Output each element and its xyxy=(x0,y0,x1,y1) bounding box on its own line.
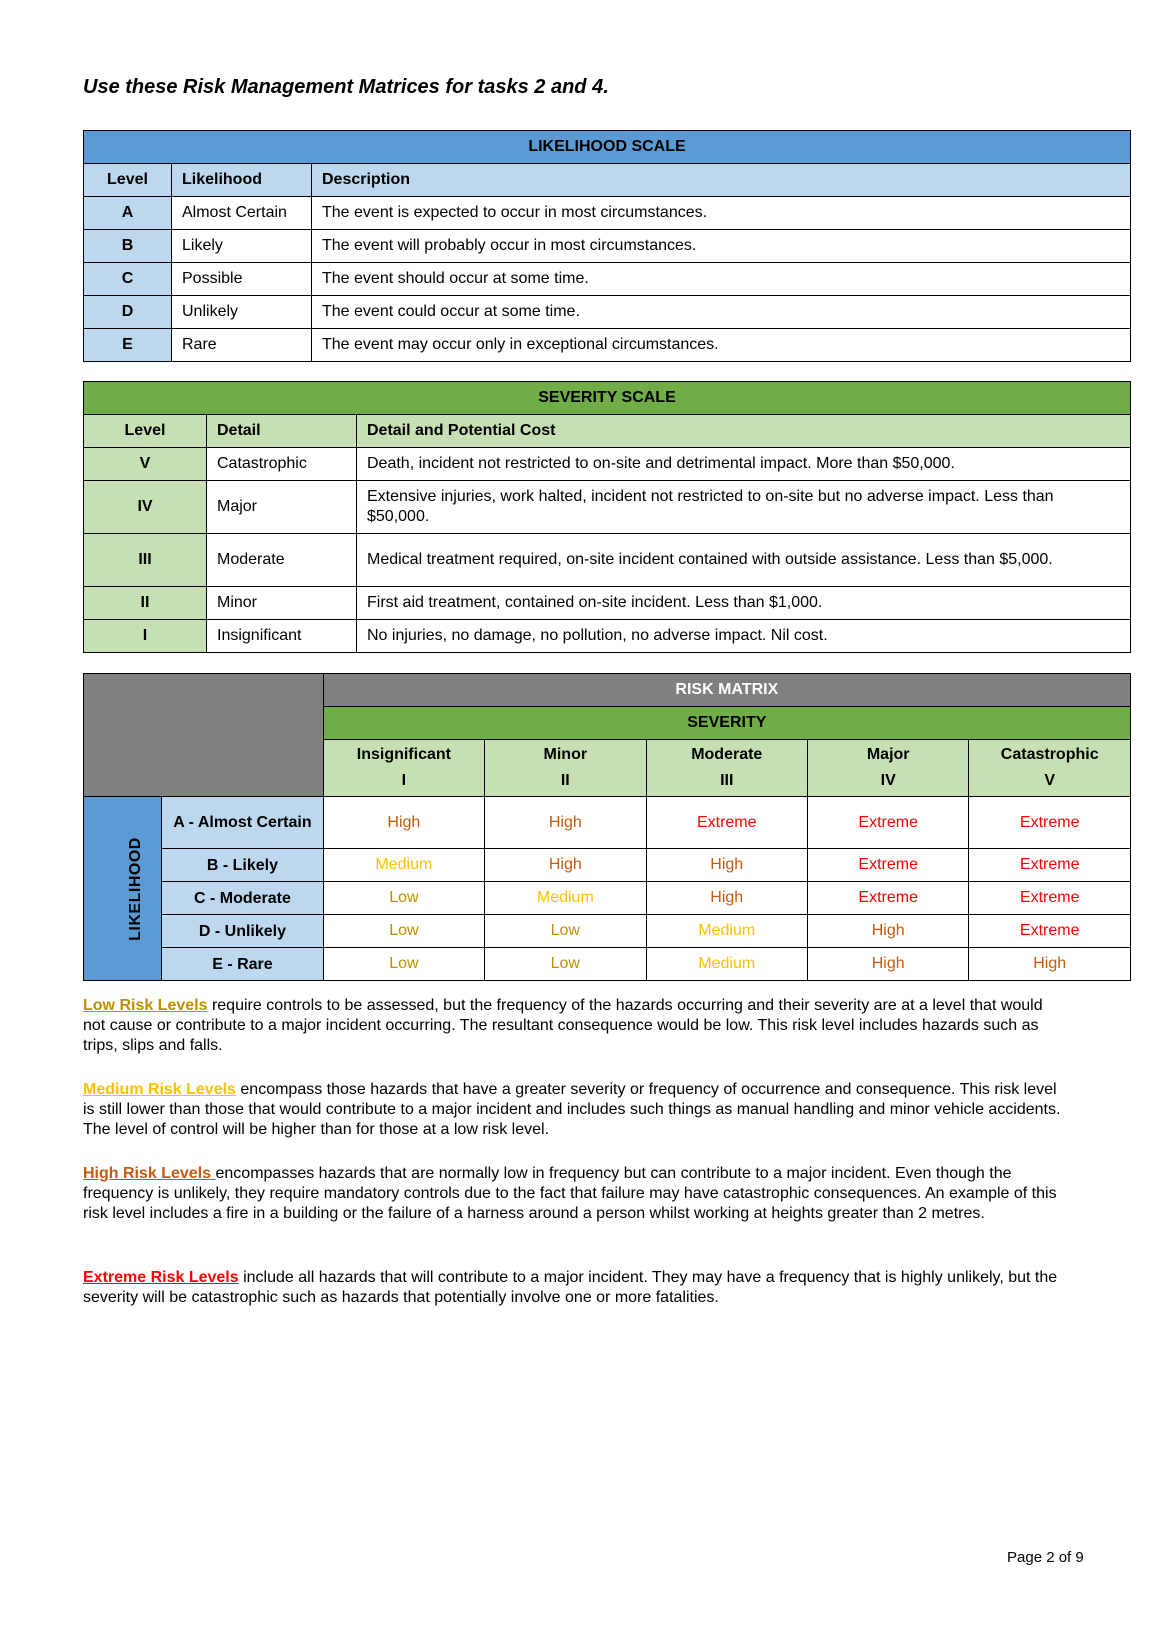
risk-cell: Medium xyxy=(485,882,646,915)
likelihood-level: B xyxy=(84,230,172,263)
risk-cell: Extreme xyxy=(969,882,1131,915)
severity-scale-heading: SEVERITY SCALE xyxy=(84,382,1131,415)
likelihood-row-label: A - Almost Certain xyxy=(162,797,323,849)
risk-cell: Low xyxy=(323,915,484,948)
severity-cost: No injuries, no damage, no pollution, no adverse impact. Nil cost. xyxy=(357,620,1131,653)
risk-cell: Low xyxy=(485,948,646,981)
column-header-detail: Detail xyxy=(207,415,357,448)
table-row xyxy=(84,197,1131,230)
severity-scale-table xyxy=(83,381,1131,653)
likelihood-scale-heading: LIKELIHOOD SCALE xyxy=(84,131,1131,164)
severity-cost: Medical treatment required, on-site incident contained with outside assistance. Less than $5,000. xyxy=(357,534,1131,587)
risk-matrix-heading: RISK MATRIX xyxy=(323,674,1130,707)
severity-detail: Catastrophic xyxy=(207,448,357,481)
page-title: Use these Risk Management Matrices for tasks 2 and 4. xyxy=(83,76,609,98)
risk-cell: Medium xyxy=(323,849,484,882)
extreme-risk-paragraph xyxy=(83,1268,1063,1308)
table-row xyxy=(84,230,1131,263)
severity-level: IV xyxy=(84,481,207,534)
table-row xyxy=(84,915,1131,948)
extreme-risk-text: include all hazards that will contribute to a major incident. They may have a frequency that is highly unlikely, but the severity will be catastrophic such as hazards that potentially involve one or more fatalities. xyxy=(83,1269,1058,1306)
likelihood-description: The event will probably occur in most circumstances. xyxy=(312,230,1131,263)
risk-cell: High xyxy=(646,882,807,915)
likelihood-description: The event is expected to occur in most circumstances. xyxy=(312,197,1131,230)
table-row xyxy=(84,948,1131,981)
high-risk-paragraph xyxy=(83,1164,1063,1224)
column-header-detail-cost: Detail and Potential Cost xyxy=(357,415,1131,448)
likelihood-description: The event could occur at some time. xyxy=(312,296,1131,329)
severity-column-header: Major IV xyxy=(807,740,968,797)
severity-column-header: Catastrophic V xyxy=(969,740,1131,797)
likelihood-name: Almost Certain xyxy=(172,197,312,230)
medium-risk-label: Medium Risk Levels xyxy=(83,1081,236,1098)
risk-cell: Low xyxy=(323,882,484,915)
severity-axis-label: SEVERITY xyxy=(323,707,1130,740)
severity-detail: Minor xyxy=(207,587,357,620)
table-row xyxy=(84,849,1131,882)
risk-cell: Low xyxy=(485,915,646,948)
column-header-description: Description xyxy=(312,164,1131,197)
risk-cell: Medium xyxy=(646,948,807,981)
likelihood-level: E xyxy=(84,329,172,362)
severity-level: III xyxy=(84,534,207,587)
column-header-likelihood: Likelihood xyxy=(172,164,312,197)
likelihood-row-label: E - Rare xyxy=(162,948,323,981)
risk-cell: High xyxy=(807,948,968,981)
risk-cell: Extreme xyxy=(646,797,807,849)
likelihood-axis-label: LIKELIHOOD xyxy=(84,797,162,981)
low-risk-text: require controls to be assessed, but the frequency of the hazards occurring and their severity are at a level that would not cause or contribute to a major incident occurring. The resultant consequence would be low. This risk level includes hazards such as trips, slips and falls. xyxy=(83,997,1043,1054)
column-header-level: Level xyxy=(84,415,207,448)
risk-cell: High xyxy=(807,915,968,948)
risk-cell: Low xyxy=(323,948,484,981)
high-risk-text: encompasses hazards that are normally low in frequency but can contribute to a major incident. Even though the frequency is unlikely, they require mandatory controls due to the fact that failure may have catastrophic consequences. An example of this risk level includes a fire in a building or the failure of a harness around a person whilst working at heights greater than 2 metres. xyxy=(83,1165,1057,1222)
risk-cell: High xyxy=(485,797,646,849)
likelihood-scale-table xyxy=(83,130,1131,362)
severity-column-header: Moderate III xyxy=(646,740,807,797)
likelihood-level: C xyxy=(84,263,172,296)
medium-risk-paragraph xyxy=(83,1080,1063,1140)
likelihood-row-label: D - Unlikely xyxy=(162,915,323,948)
column-header-level: Level xyxy=(84,164,172,197)
table-row xyxy=(84,263,1131,296)
severity-cost: First aid treatment, contained on-site incident. Less than $1,000. xyxy=(357,587,1131,620)
low-risk-label: Low Risk Levels xyxy=(83,997,208,1014)
severity-level: II xyxy=(84,587,207,620)
low-risk-paragraph xyxy=(83,996,1063,1056)
severity-detail: Insignificant xyxy=(207,620,357,653)
severity-cost: Death, incident not restricted to on-site and detrimental impact. More than $50,000. xyxy=(357,448,1131,481)
risk-cell: High xyxy=(485,849,646,882)
severity-detail: Moderate xyxy=(207,534,357,587)
risk-cell: Extreme xyxy=(807,797,968,849)
table-row xyxy=(84,329,1131,362)
table-row xyxy=(84,296,1131,329)
likelihood-description: The event should occur at some time. xyxy=(312,263,1131,296)
risk-cell: Extreme xyxy=(807,849,968,882)
likelihood-level: A xyxy=(84,197,172,230)
extreme-risk-label: Extreme Risk Levels xyxy=(83,1269,239,1286)
risk-cell: Medium xyxy=(646,915,807,948)
likelihood-row-label: B - Likely xyxy=(162,849,323,882)
likelihood-description: The event may occur only in exceptional circumstances. xyxy=(312,329,1131,362)
table-row xyxy=(84,587,1131,620)
risk-matrix-table xyxy=(83,673,1131,981)
severity-column-header: Insignificant I xyxy=(323,740,484,797)
high-risk-label: High Risk Levels xyxy=(83,1165,216,1182)
table-row xyxy=(84,534,1131,587)
likelihood-name: Possible xyxy=(172,263,312,296)
risk-cell: High xyxy=(969,948,1131,981)
table-row xyxy=(84,481,1131,534)
severity-level: V xyxy=(84,448,207,481)
table-row xyxy=(84,620,1131,653)
risk-cell: High xyxy=(323,797,484,849)
likelihood-row-label: C - Moderate xyxy=(162,882,323,915)
matrix-corner xyxy=(84,674,324,797)
medium-risk-text: encompass those hazards that have a greater severity or frequency of occurrence and consequence. This risk level is still lower than those that would contribute to a major incident and includes such things as manual handling and minor vehicle accidents. The level of control will be higher than for those at a low risk level. xyxy=(83,1081,1061,1138)
page-number: Page 2 of 9 xyxy=(1007,1549,1084,1566)
table-row xyxy=(84,882,1131,915)
severity-level: I xyxy=(84,620,207,653)
table-row xyxy=(84,448,1131,481)
risk-cell: Extreme xyxy=(969,915,1131,948)
risk-cell: Extreme xyxy=(969,849,1131,882)
likelihood-level: D xyxy=(84,296,172,329)
severity-column-header: Minor II xyxy=(485,740,646,797)
risk-cell: High xyxy=(646,849,807,882)
likelihood-name: Unlikely xyxy=(172,296,312,329)
table-row xyxy=(84,797,1131,849)
severity-detail: Major xyxy=(207,481,357,534)
likelihood-name: Rare xyxy=(172,329,312,362)
severity-cost: Extensive injuries, work halted, incident not restricted to on-site but no adverse impact. Less than $50,000. xyxy=(357,481,1131,534)
likelihood-name: Likely xyxy=(172,230,312,263)
risk-cell: Extreme xyxy=(969,797,1131,849)
risk-cell: Extreme xyxy=(807,882,968,915)
